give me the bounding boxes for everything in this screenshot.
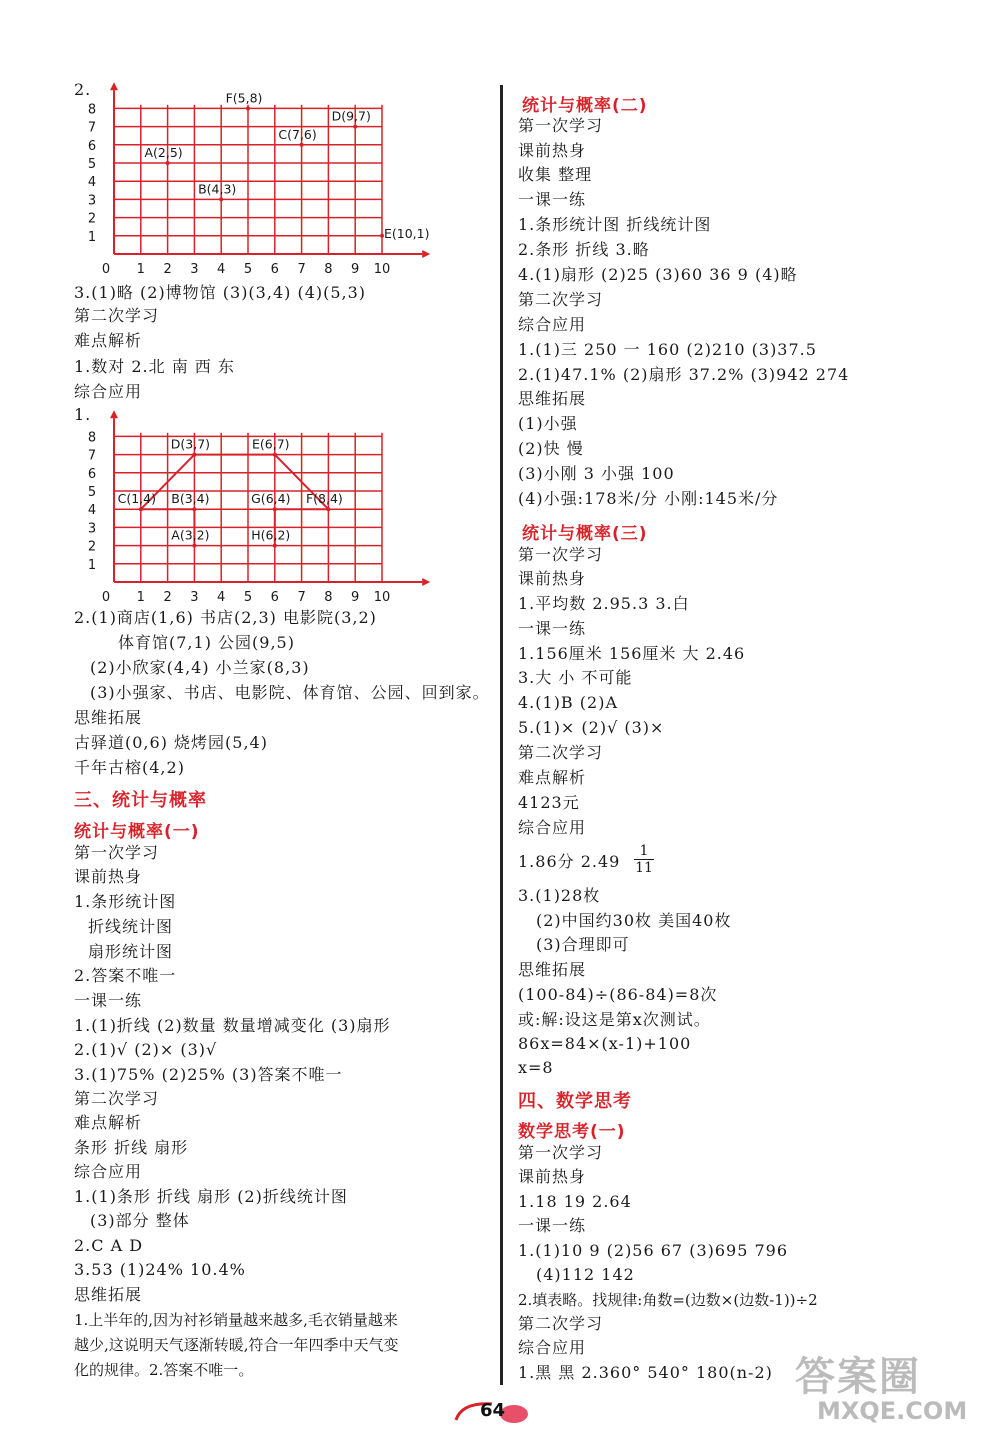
- section-title: 综合应用: [74, 1162, 143, 1181]
- x-tick-label: 4: [217, 590, 226, 605]
- point-label: B(3,4): [171, 491, 210, 507]
- x-tick-label: 0: [101, 590, 111, 605]
- y-tick-label: 5: [87, 157, 97, 172]
- x-tick-label: 1: [136, 262, 145, 277]
- answer-line: (100-84)÷(86-84)=8次: [518, 985, 718, 1004]
- answer-line: 化的规律。2.答案不唯一。: [74, 1361, 254, 1379]
- answer-line: 3.(1)略 (2)博物馆 (3)(3,4) (4)(5,3): [74, 283, 367, 302]
- unit-heading: 统计与概率(一): [74, 822, 200, 842]
- answer-line: 千年古榕(4,2): [74, 758, 185, 777]
- point-marker: [192, 453, 196, 457]
- answer-line: 越少,这说明天气逐渐转暖,符合一年四季中天气变: [74, 1336, 399, 1354]
- coordinate-grid-2: [70, 408, 420, 608]
- point-marker: [273, 507, 277, 511]
- section-title: 综合应用: [74, 382, 143, 401]
- section-title: 难点解析: [518, 768, 587, 787]
- point-marker: [273, 453, 277, 457]
- section-title: 思维拓展: [74, 708, 143, 727]
- answer-line: 86x=84×(x-1)+100: [518, 1034, 692, 1053]
- answer-line: 2.(1)47.1% (2)扇形 37.2% (3)942 274: [518, 365, 850, 384]
- answer-line: (4)小强:178米/分 小刚:145米/分: [518, 489, 779, 508]
- answer-line: (4)112 142: [536, 1265, 635, 1284]
- answer-line: 3.大 小 不可能: [518, 668, 633, 687]
- answer-line: 折线统计图: [88, 917, 174, 936]
- section-title: 一课一练: [518, 619, 587, 638]
- answer-line: (3)合理即可: [536, 935, 630, 954]
- answer-line: (2)小欣家(4,4) 小兰家(8,3): [90, 658, 310, 677]
- answer-line: (3)小强家、书店、电影院、体育馆、公园、回到家。: [90, 683, 490, 702]
- fraction-denominator: 11: [635, 860, 653, 876]
- y-tick-label: 5: [87, 485, 97, 500]
- section-title: 思维拓展: [518, 960, 587, 979]
- section-title: 课前热身: [74, 867, 143, 886]
- x-tick-label: 0: [101, 262, 111, 277]
- x-tick-label: 9: [351, 262, 360, 277]
- x-tick-label: 8: [324, 590, 333, 605]
- answer-line: 1.(1)条形 折线 扇形 (2)折线统计图: [74, 1187, 348, 1206]
- answer-line: 3.53 (1)24% 10.4%: [74, 1260, 246, 1279]
- answer-line: 1.(1)三 250 一 160 (2)210 (3)37.5: [518, 340, 817, 359]
- point-label: A(2,5): [144, 145, 183, 160]
- point-label: D(3,7): [170, 436, 211, 452]
- answer-line: 2.条形 折线 3.略: [518, 240, 650, 259]
- answer-line: 4123元: [518, 793, 580, 812]
- section-title: 难点解析: [74, 331, 143, 350]
- answer-line: 条形 折线 扇形: [74, 1138, 189, 1157]
- x-axis-arrow-icon: [422, 250, 430, 258]
- section-title: 第二次学习: [518, 743, 604, 762]
- point-marker: [219, 197, 223, 201]
- section-title: 第二次学习: [74, 1089, 160, 1108]
- section-title: 第二次学习: [74, 306, 160, 325]
- section-title: 第二次学习: [518, 290, 604, 309]
- answer-line: 扇形统计图: [88, 942, 174, 961]
- fraction-numerator: 1: [639, 843, 649, 859]
- answer-line: 1.条形统计图 折线统计图: [518, 215, 712, 234]
- x-tick-label: 10: [373, 590, 391, 605]
- answer-line: 3.(1)75% (2)25% (3)答案不唯一: [74, 1065, 343, 1084]
- unit-heading: 数学思考(一): [518, 1122, 626, 1142]
- answer-line: 4.(1)B (2)A: [518, 693, 618, 712]
- y-axis-arrow-icon: [110, 410, 118, 418]
- x-tick-label: 2: [163, 590, 172, 605]
- y-tick-label: 4: [87, 503, 97, 519]
- point-marker: [192, 544, 196, 548]
- section-title: 第一次学习: [518, 545, 604, 564]
- y-tick-label: 6: [87, 138, 97, 154]
- answer-line: 1.平均数 2.95.3 3.白: [518, 594, 690, 613]
- y-tick-label: 7: [87, 120, 97, 136]
- chapter-heading: 四、数学思考: [518, 1091, 632, 1112]
- answer-line: (1)小强: [518, 414, 578, 433]
- x-tick-label: 5: [243, 262, 253, 277]
- answer-line: 体育馆(7,1) 公园(9,5): [118, 633, 295, 652]
- x-tick-label: 9: [351, 590, 360, 605]
- y-tick-label: 1: [87, 557, 97, 573]
- y-tick-label: 2: [87, 539, 97, 555]
- point-label: E(10,1): [384, 225, 430, 241]
- section-title: 思维拓展: [518, 389, 587, 408]
- x-tick-label: 10: [373, 262, 391, 277]
- answer-line: (3)部分 整体: [90, 1211, 190, 1230]
- section-title: 课前热身: [518, 141, 587, 160]
- answer-line: (2)快 慢: [518, 439, 584, 458]
- y-tick-label: 6: [87, 466, 97, 482]
- coordinate-grid-1: [70, 80, 430, 280]
- watermark-text: 答案圈: [795, 1354, 921, 1400]
- x-tick-label: 3: [190, 262, 199, 277]
- point-marker: [326, 507, 330, 511]
- x-tick-label: 3: [190, 590, 199, 605]
- point-label: C(1,4): [117, 491, 156, 507]
- page-number-badge: [452, 1398, 532, 1428]
- x-axis-arrow-icon: [422, 578, 430, 586]
- answer-line: 3.(1)28枚: [518, 886, 601, 905]
- section-title: 第一次学习: [518, 1143, 604, 1162]
- x-tick-label: 7: [297, 262, 306, 277]
- point-label: D(9,7): [331, 108, 371, 124]
- x-tick-label: 1: [136, 590, 145, 605]
- section-title: 难点解析: [74, 1113, 143, 1132]
- point-marker: [139, 507, 143, 511]
- section-title: 一课一练: [518, 1216, 587, 1235]
- x-tick-label: 6: [270, 590, 279, 605]
- point-label: B(4,3): [198, 181, 237, 197]
- point-marker: [192, 507, 196, 511]
- x-tick-label: 7: [297, 590, 306, 605]
- answer-line: 1.黑 黑 2.360° 540° 180(n-2): [518, 1363, 773, 1382]
- answer-line: 1.86分 2.49: [518, 852, 621, 871]
- answer-line: x=8: [518, 1058, 554, 1077]
- section-title: 第一次学习: [74, 843, 160, 862]
- section-title: 思维拓展: [74, 1285, 143, 1304]
- column-divider: [500, 85, 503, 1385]
- y-tick-label: 8: [87, 102, 97, 118]
- x-tick-label: 4: [217, 262, 226, 277]
- answer-line: 2.答案不唯一: [74, 966, 177, 985]
- answer-line: 2.(1)√ (2)× (3)√: [74, 1040, 218, 1059]
- answer-line: 1.(1)折线 (2)数量 数量增减变化 (3)扇形: [74, 1016, 391, 1035]
- point-marker: [300, 143, 304, 147]
- section-title: 第二次学习: [518, 1314, 604, 1333]
- answer-line: 1.上半年的,因为衬衫销量越来越多,毛衣销量越来: [74, 1311, 398, 1329]
- point-label: F(5,8): [225, 90, 263, 106]
- answer-line: 4.(1)扇形 (2)25 (3)60 36 9 (4)略: [518, 265, 798, 284]
- point-marker: [166, 161, 170, 165]
- answer-line: 2.填表略。找规律:角数=(边数×(边数-1))÷2: [518, 1291, 818, 1309]
- point-label: A(3,2): [171, 527, 210, 543]
- section-title: 综合应用: [518, 315, 587, 334]
- section-title: 课前热身: [518, 569, 587, 588]
- shape-outline: [141, 455, 329, 510]
- section-title: 综合应用: [518, 818, 587, 837]
- y-tick-label: 7: [87, 448, 97, 464]
- answer-line: 1.156厘米 156厘米 大 2.46: [518, 644, 746, 663]
- y-axis-arrow-icon: [110, 82, 118, 90]
- section-title: 一课一练: [518, 190, 587, 209]
- fraction: [634, 843, 654, 876]
- answer-line: 1.条形统计图: [74, 892, 177, 911]
- point-label: E(6,7): [252, 436, 290, 452]
- answer-line: 收集 整理: [518, 165, 593, 184]
- point-marker: [246, 106, 250, 110]
- answer-line: 1.18 19 2.64: [518, 1192, 632, 1211]
- answer-line: 5.(1)× (2)√ (3)×: [518, 718, 665, 737]
- unit-heading: 统计与概率(二): [522, 96, 648, 116]
- page-number: 64: [480, 1400, 506, 1421]
- section-title: 第一次学习: [518, 116, 604, 135]
- point-label: C(7,6): [278, 126, 317, 142]
- y-tick-label: 4: [87, 175, 97, 191]
- answer-line: 1.(1)10 9 (2)56 67 (3)695 796: [518, 1241, 789, 1260]
- question-1-label: 1.: [74, 405, 92, 424]
- y-tick-label: 3: [87, 521, 97, 537]
- point-label: H(6,2): [251, 527, 291, 543]
- point-marker: [273, 544, 277, 548]
- x-tick-label: 6: [270, 262, 279, 277]
- watermark: [795, 1345, 995, 1435]
- y-tick-label: 2: [87, 211, 97, 227]
- answer-line: (3)小刚 3 小强 100: [518, 464, 675, 483]
- y-tick-label: 3: [87, 193, 97, 209]
- y-tick-label: 1: [87, 229, 97, 245]
- y-tick-label: 8: [87, 430, 97, 446]
- answer-line: 古驿道(0,6) 烧烤园(5,4): [74, 733, 268, 752]
- answer-line: 2.(1)商店(1,6) 书店(2,3) 电影院(3,2): [74, 608, 377, 627]
- answer-line: (2)中国约30枚 美国40枚: [536, 911, 732, 930]
- point-marker: [353, 125, 357, 129]
- answer-line: 2.C A D: [74, 1236, 144, 1255]
- x-tick-label: 5: [243, 590, 253, 605]
- chapter-heading: 三、统计与概率: [74, 790, 207, 811]
- x-tick-label: 2: [163, 262, 172, 277]
- unit-heading: 统计与概率(三): [522, 524, 648, 544]
- point-label: G(6,4): [251, 491, 291, 507]
- x-tick-label: 8: [324, 262, 333, 277]
- point-label: F(8,4): [305, 491, 343, 507]
- section-title: 一课一练: [74, 991, 143, 1010]
- watermark-url: MXQE.COM: [817, 1397, 968, 1425]
- section-title: 综合应用: [518, 1338, 587, 1357]
- answer-line: 1.数对 2.北 南 西 东: [74, 357, 235, 376]
- question-2-label: 2.: [74, 80, 92, 99]
- answer-line: 或:解:设这是第x次测试。: [518, 1010, 711, 1029]
- section-title: 课前热身: [518, 1167, 587, 1186]
